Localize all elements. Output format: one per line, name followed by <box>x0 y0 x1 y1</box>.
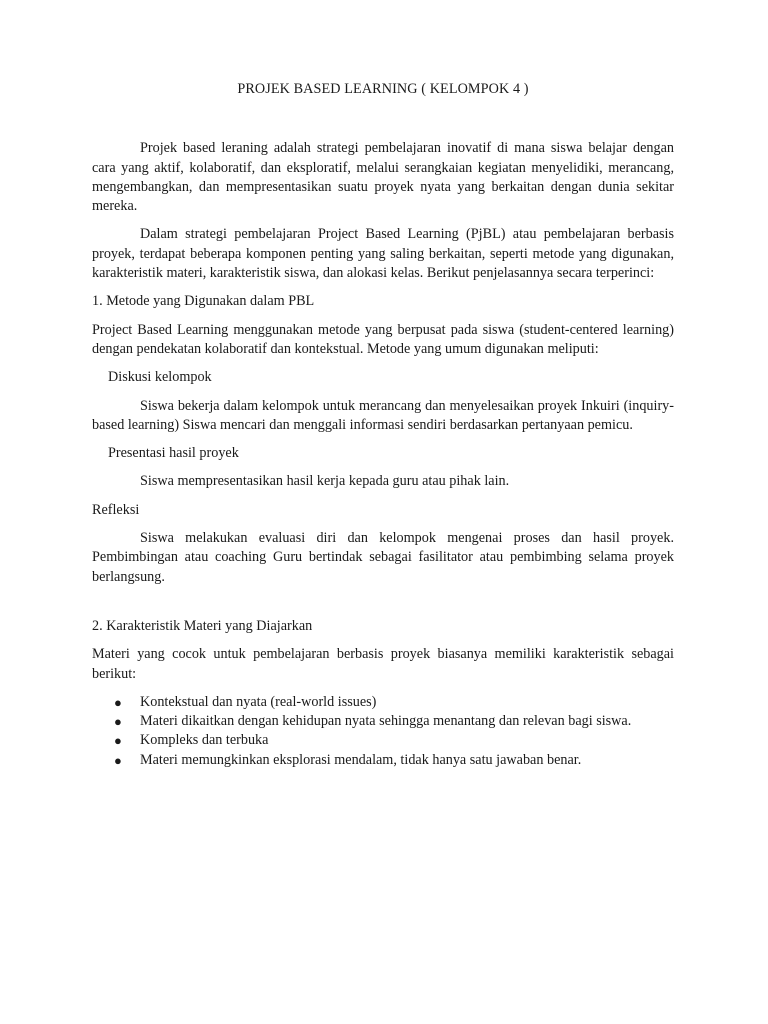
bullet-icon: ● <box>114 694 122 710</box>
document-body <box>92 80 674 770</box>
list-item <box>92 693 674 712</box>
list-item-text: Kompleks dan terbuka <box>140 732 269 749</box>
method-reflection-text: Siswa melakukan evaluasi diri dan kelompok mengenai proses dan hasil proyek. Pembimbingan atau coaching Guru bertindak sebagai fasilitator atau pembimbing selama proyek berlangsung. <box>92 530 674 585</box>
bullet-icon: ● <box>114 714 122 730</box>
document-title: PROJEK BASED LEARNING ( KELOMPOK 4 ) <box>237 81 529 97</box>
bullet-icon: ● <box>114 733 122 749</box>
list-item-text: Materi memungkinkan eksplorasi mendalam, tidak hanya satu jawaban benar. <box>140 751 582 768</box>
list-item <box>92 731 674 750</box>
list-item <box>92 712 674 731</box>
section-2-heading: 2. Karakteristik Materi yang Diajarkan <box>92 617 313 634</box>
method-presentation-title: Presentasi hasil proyek <box>108 445 239 462</box>
method-reflection-title: Refleksi <box>92 501 140 518</box>
method-presentation-text: Siswa mempresentasikan hasil kerja kepada guru atau pihak lain. <box>140 473 510 490</box>
method-discussion-title: Diskusi kelompok <box>108 369 212 386</box>
list-item-text: Kontekstual dan nyata (real-world issues) <box>140 693 377 710</box>
material-characteristics-list <box>92 693 674 770</box>
section-2-intro: Materi yang cocok untuk pembelajaran berbasis proyek biasanya memiliki karakteristik sebagai berikut: <box>92 646 674 682</box>
intro-paragraph-2: Dalam strategi pembelajaran Project Based Learning (PjBL) atau pembelajaran berbasis proyek, terdapat beberapa komponen penting yang saling berkaitan, seperti metode yang digunakan, karakteristik materi, karakteristik siswa, dan alokasi kelas. Berikut penjelasannya secara terperinci: <box>92 226 674 282</box>
intro-paragraph-1: Projek based leraning adalah strategi pembelajaran inovatif di mana siswa belajar dengan cara yang aktif, kolaboratif, dan eksploratif, melalui serangkaian kegiatan menyelidiki, merancang, mengembangkan, dan mempresentasikan suatu proyek nyata yang berkaitan dengan dunia sekitar mereka. <box>92 140 674 215</box>
method-discussion-text: Siswa bekerja dalam kelompok untuk merancang dan menyelesaikan proyek Inkuiri (inquiry-based learning) Siswa mencari dan menggali informasi sendiri berdasarkan pertanyaan pemicu. <box>92 397 674 433</box>
bullet-icon: ● <box>114 752 122 768</box>
section-1-intro: Project Based Learning menggunakan metode yang berpusat pada siswa (student-centered learning) dengan pendekatan kolaboratif dan kontekstual. Metode yang umum digunakan meliputi: <box>92 321 674 357</box>
list-item <box>92 751 674 770</box>
section-1-heading: 1. Metode yang Digunakan dalam PBL <box>92 293 315 310</box>
list-item-text: Materi dikaitkan dengan kehidupan nyata sehingga menantang dan relevan bagi siswa. <box>140 713 632 730</box>
